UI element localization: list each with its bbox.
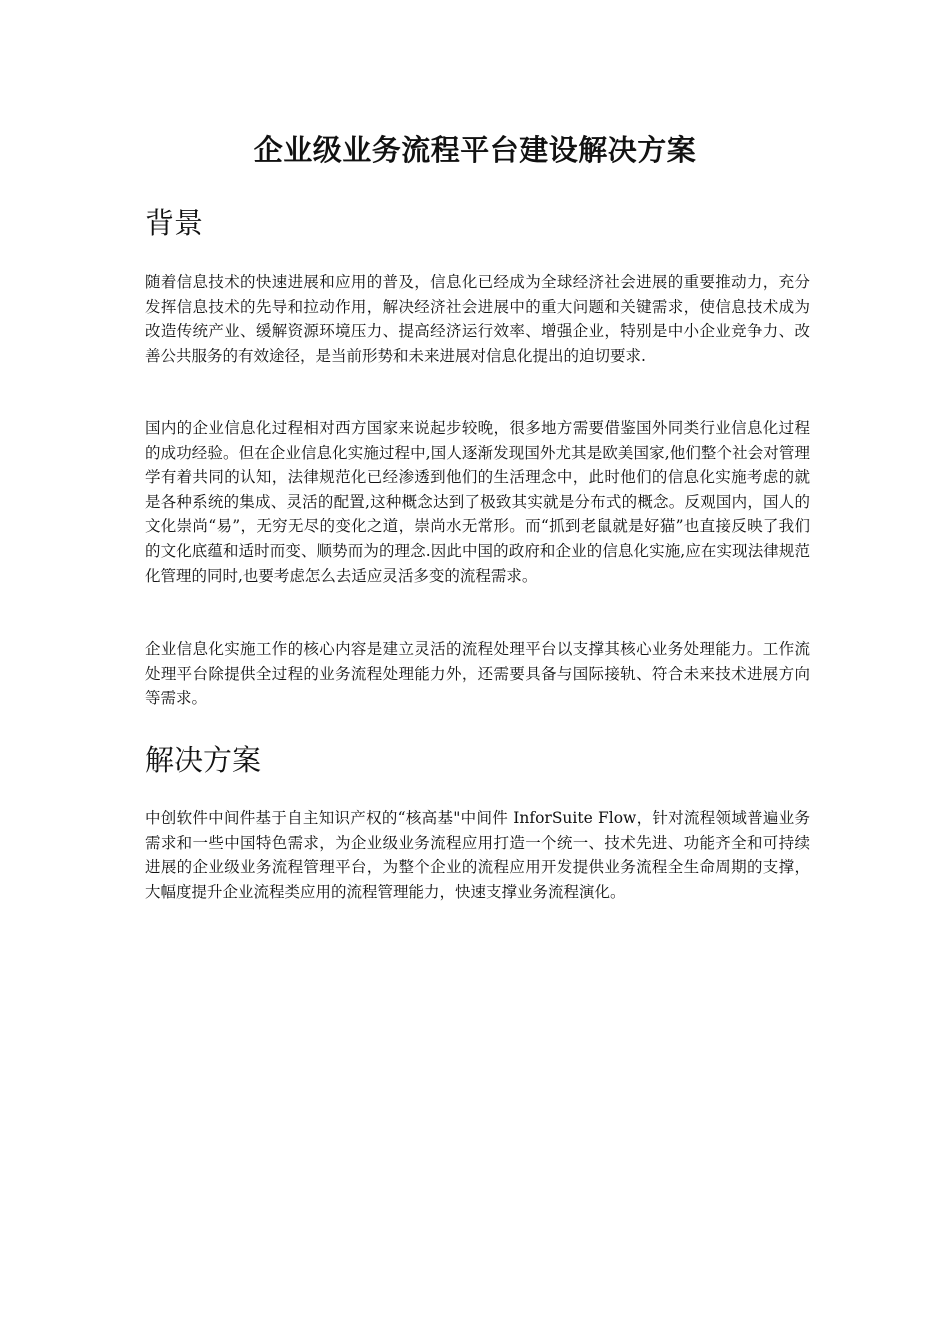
section-heading-solution: 解决方案 bbox=[145, 743, 262, 777]
paragraph-background-1: 随着信息技术的快速进展和应用的普及，信息化已经成为全球经济社会进展的重要推动力，充分发挥信息技术的先导和拉动作用，解决经济社会进展中的重大问题和关键需求，使信息技术成为改造传统产业、缓解资源环境压力、提高经济运行效率、增强企业，特别是中小企业竞争力、改善公共服务的有效途径，是当前形势和未来进展对信息化提出的迫切要求. bbox=[145, 273, 810, 365]
paragraph-background-2: 国内的企业信息化过程相对西方国家来说起步较晚，很多地方需要借鉴国外同类行业信息化过程的成功经验。但在企业信息化实施过程中,国人逐渐发现国外尤其是欧美国家,他们整个社会对管理学有着共同的认知，法律规范化已经渗透到他们的生活理念中，此时他们的信息化实施考虑的就是各种系统的集成、灵活的配置,这种概念达到了极致其实就是分布式的概念。反观国内，国人的文化崇尚“易”，无穷无尽的变化之道，崇尚水无常形。而“抓到老鼠就是好猫”也直接反映了我们的文化底蕴和适时而变、顺势而为的理念.因此中国的政府和企业的信息化实施,应在实现法律规范化管理的同时,也要考虑怎么去适应灵活多变的流程需求。 bbox=[145, 419, 810, 585]
document-title: 企业级业务流程平台建设解决方案 bbox=[253, 133, 697, 167]
section-heading-background: 背景 bbox=[145, 206, 204, 240]
paragraph-background-3: 企业信息化实施工作的核心内容是建立灵活的流程处理平台以支撑其核心业务处理能力。工作流处理平台除提供全过程的业务流程处理能力外，还需要具备与国际接轨、符合未来技术进展方向等需求。 bbox=[145, 640, 810, 708]
paragraph-solution-1: 中创软件中间件基于自主知识产权的“核高基"中间件 InforSuite Flow，针对流程领域普遍业务需求和一些中国特色需求，为企业级业务流程应用打造一个统一、技术先进、功能齐全和可持续进展的企业级业务流程管理平台，为整个企业的流程应用开发提供业务流程全生命周期的支撑，大幅度提升企业流程类应用的流程管理能力，快速支撑业务流程演化。 bbox=[145, 809, 810, 901]
